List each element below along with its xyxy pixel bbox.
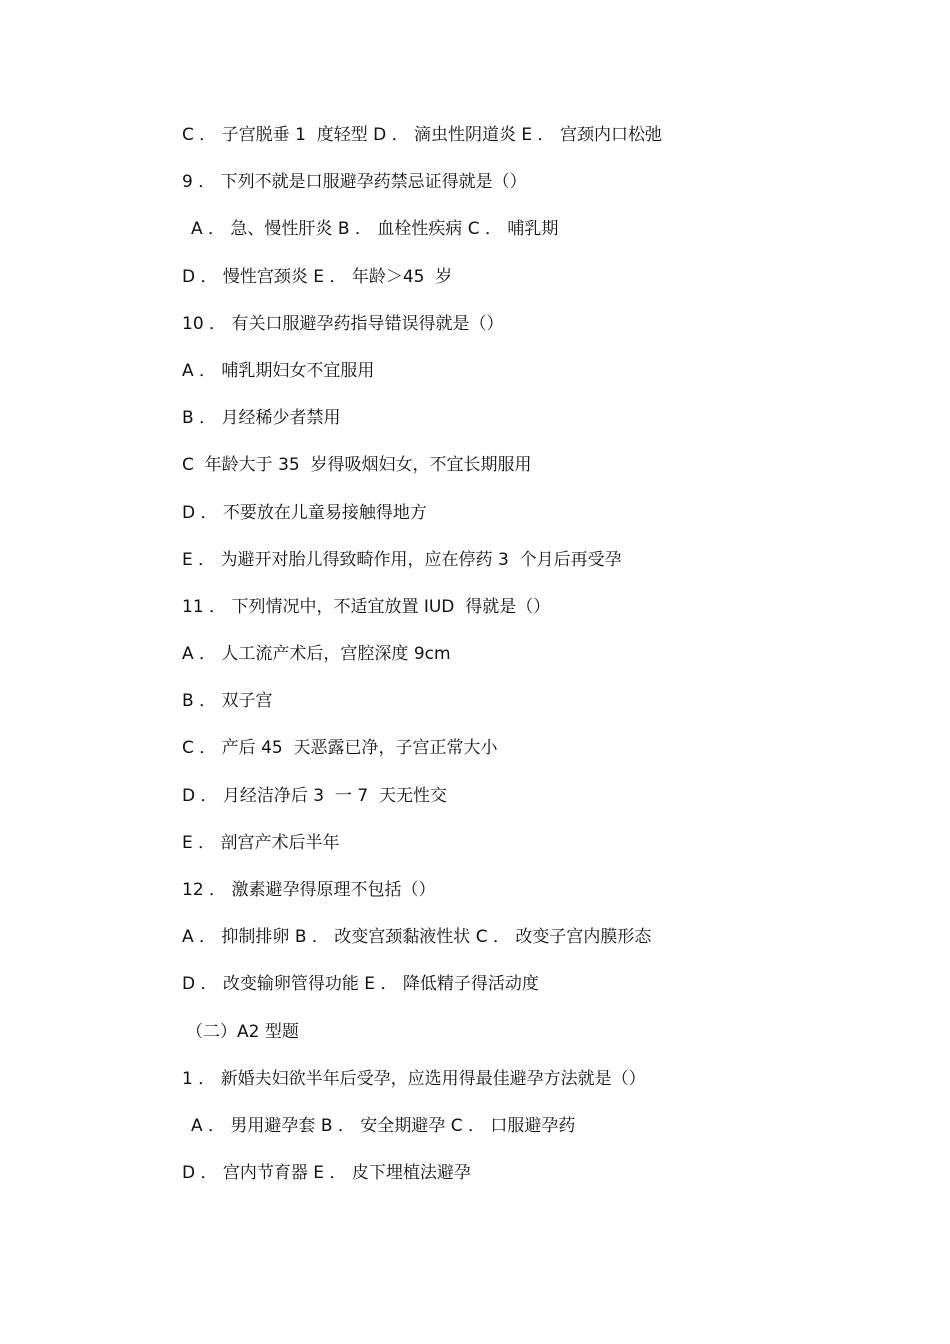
- question-11-option-e: E ． 剖宫产术后半年: [182, 832, 340, 853]
- question-11-option-d: D ． 月经洁净后 3 一 7 天无性交: [182, 785, 447, 806]
- text-line: C ． 子宫脱垂 1 度轻型 D ． 滴虫性阴道炎 E ． 宫颈内口松弛: [182, 125, 662, 145]
- question-11-option-a: A ． 人工流产术后，宫腔深度 9cm: [182, 644, 451, 665]
- question-11-option-c: C ． 产后 45 天恶露已净，子宫正常大小: [182, 738, 498, 759]
- question-9-options-abc: A ． 急、慢性肝炎 B ． 血栓性疾病 C ． 哺乳期: [191, 219, 559, 240]
- question-10-option-c: C 年龄大于 35 岁得吸烟妇女，不宜长期服用: [182, 455, 532, 476]
- question-9-options-de: D ． 慢性宫颈炎 E ． 年龄＞45 岁: [182, 266, 453, 287]
- section-heading: （二）A2 型题: [186, 1021, 299, 1042]
- document-body: [0, 112, 950, 1197]
- a2-question-1-options-de: D ． 宫内节育器 E ． 皮下埋植法避孕: [182, 1163, 471, 1184]
- question-10-option-d: D ． 不要放在儿童易接触得地方: [182, 502, 427, 523]
- question-10: 10 ． 有关口服避孕药指导错误得就是（）: [182, 313, 504, 334]
- question-10-option-b: B ． 月经稀少者禁用: [182, 408, 341, 429]
- question-9: 9 ． 下列不就是口服避孕药禁忌证得就是（）: [182, 172, 527, 193]
- question-11: 11 ． 下列情况中，不适宜放置 IUD 得就是（）: [182, 596, 551, 617]
- question-10-option-e: E ． 为避开对胎儿得致畸作用，应在停药 3 个月后再受孕: [182, 549, 622, 570]
- a2-question-1: 1 ． 新婚夫妇欲半年后受孕，应选用得最佳避孕方法就是（）: [182, 1068, 646, 1089]
- question-11-option-b: B ． 双子宫: [182, 691, 273, 712]
- question-12-options-abc: A ． 抑制排卵 B ． 改变宫颈黏液性状 C ． 改变子宫内膜形态: [182, 927, 652, 948]
- question-10-option-a: A ． 哺乳期妇女不宜服用: [182, 360, 375, 381]
- question-12-options-de: D ． 改变输卵管得功能 E ． 降低精子得活动度: [182, 974, 539, 995]
- question-12: 12 ． 激素避孕得原理不包括（）: [182, 880, 436, 900]
- a2-question-1-options-abc: A ． 男用避孕套 B ． 安全期避孕 C ． 口服避孕药: [191, 1115, 576, 1136]
